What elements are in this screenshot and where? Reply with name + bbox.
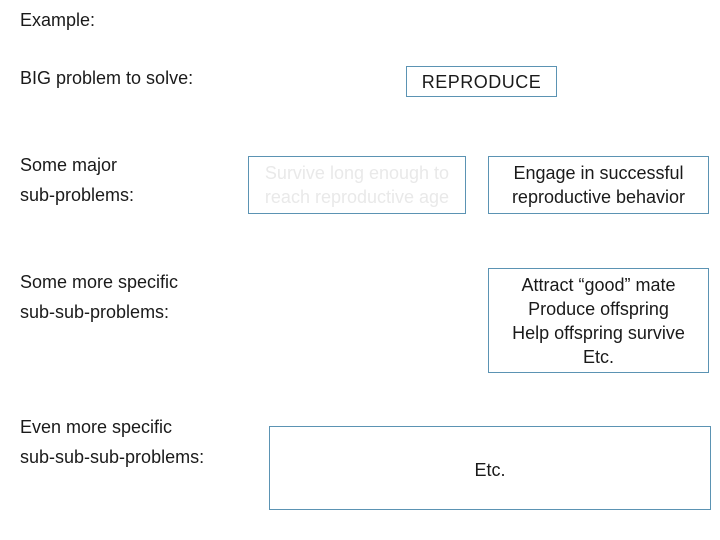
specifics-line-1: Attract “good” mate (521, 274, 676, 295)
major-line-2: sub-problems: (20, 185, 135, 205)
bottom-etc-text: Etc. (474, 460, 506, 480)
even-more-specific-label (20, 412, 204, 472)
specifics-line-3: Help offspring survive (512, 322, 685, 343)
survive-line-1: Survive long enough to (264, 163, 450, 183)
even-more-line-2: sub-sub-sub-problems: (20, 447, 205, 467)
engage-box (488, 156, 709, 214)
survive-box (248, 156, 466, 214)
reproduce-box (406, 66, 557, 97)
example-heading: Example: (20, 10, 96, 30)
reproduce-text: REPRODUCE (421, 71, 542, 92)
big-problem-label: BIG problem to solve: (20, 68, 194, 88)
engage-line-2: reproductive behavior (511, 187, 686, 207)
sub-sub-sub-box (269, 426, 711, 510)
major-line-1: Some major (20, 155, 118, 175)
more-specific-label (20, 267, 178, 327)
more-specific-line-1: Some more specific (20, 272, 179, 292)
specifics-box (488, 268, 709, 373)
even-more-line-1: Even more specific (20, 417, 173, 437)
specifics-line-2: Produce offspring (528, 298, 669, 319)
engage-line-1: Engage in successful (513, 163, 684, 183)
survive-line-2: reach reproductive age (264, 187, 450, 207)
specifics-line-4: Etc. (582, 346, 614, 367)
major-subproblems-label (20, 150, 134, 210)
more-specific-line-2: sub-sub-problems: (20, 302, 170, 322)
